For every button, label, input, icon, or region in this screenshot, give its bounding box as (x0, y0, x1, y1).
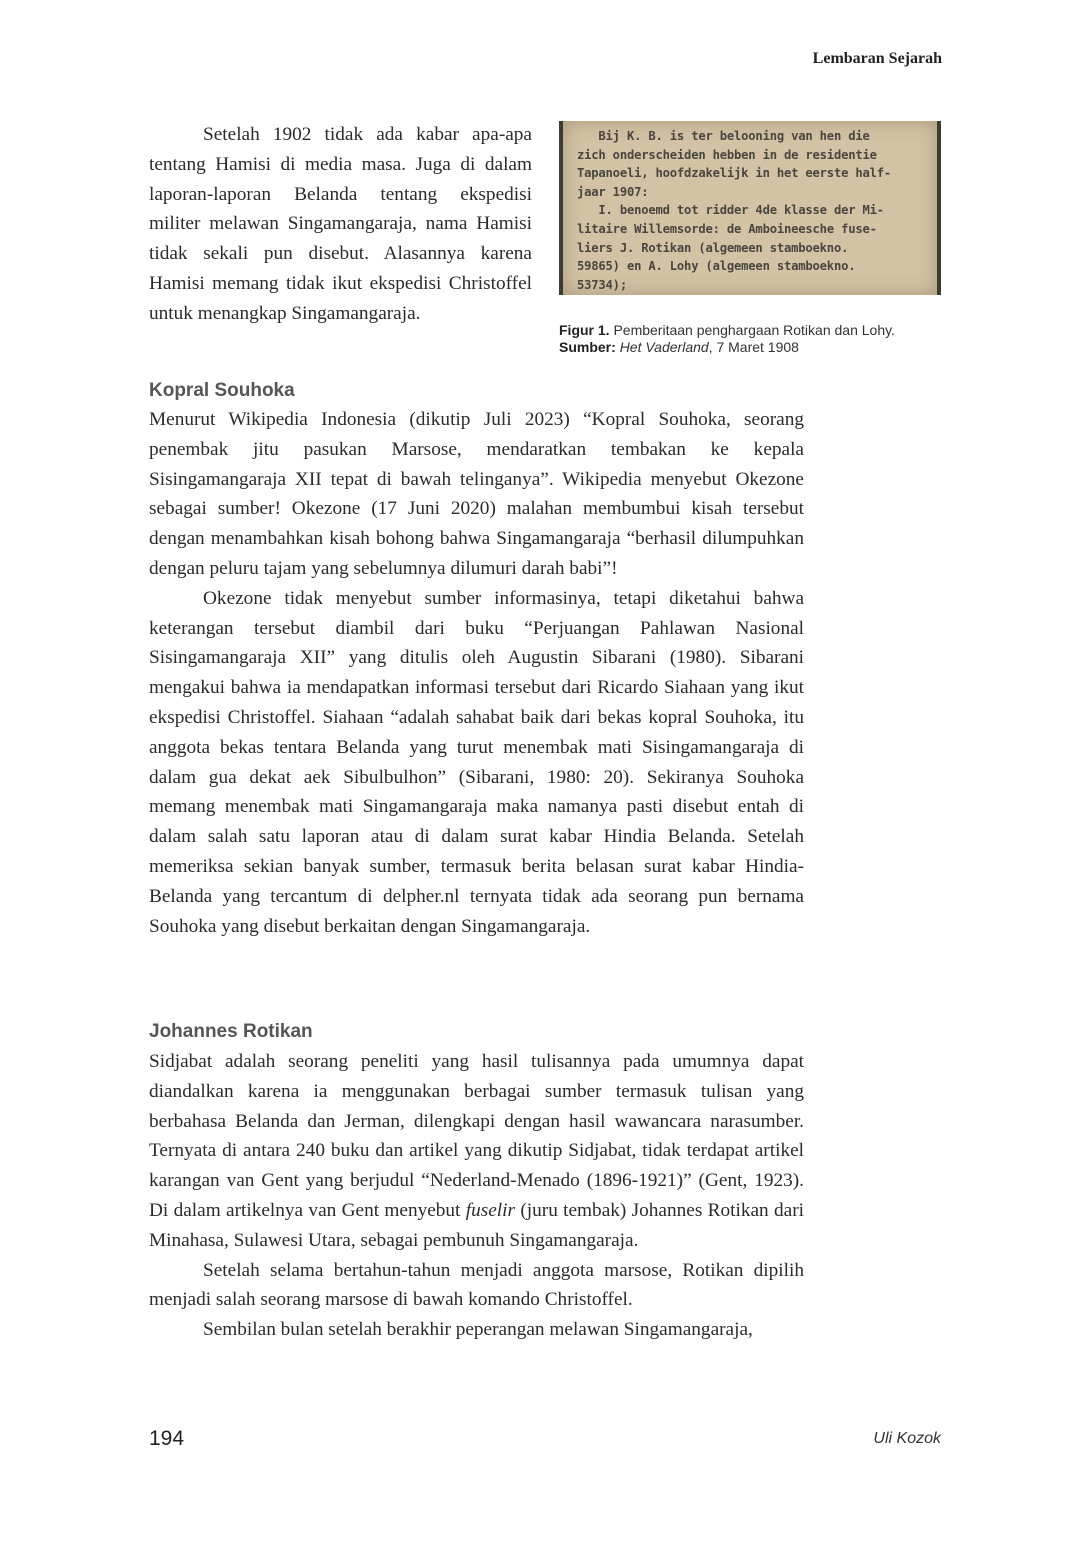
running-head-title: Lembaran Sejarah (812, 50, 942, 67)
paragraph: Okezone tidak menyebut sumber informasinya, tetapi diketahui bahwa keterangan tersebut diambil dari buku “Perjuangan Pahlawan Nasional Sisingamangaraja XII” yang ditulis oleh Augustin Sibarani (1980). Sibarani mengakui bahwa ia mendapatkan informasi tersebut dari Ricardo Siahaan yang ikut ekspedisi Christoffel. Siahaan “adalah sahabat baik dari bekas kopral Souhoka, itu anggota bekas tentara Belanda yang turut menembak mati Sisingamangaraja di dalam gua dekat aek Sibulbulhon” (Sibarani, 1980: 20). Sekiranya Souhoka memang menembak mati Singamangaraja maka namanya pasti disebut entah di dalam salah satu laporan atau di dalam surat kabar Hindia Belanda. Setelah memeriksa sekian banyak sumber, termasuk berita belasan surat kabar Hindia-Belanda yang tercantum di delpher.nl ternyata tidak ada seorang pun bernama Souhoka yang disebut berkaitan dengan Singamangaraja. (149, 587, 804, 937)
page-author: Uli Kozok (873, 1430, 941, 1447)
section-souhoka-body (149, 405, 804, 941)
clip-line: Bij K. B. is ter belooning van hen die (577, 129, 870, 143)
clip-line: Tapanoeli, hoofdzakelijk in het eerste half- (577, 166, 892, 181)
paragraph (149, 1047, 804, 1256)
source-label: Sumber: (559, 339, 616, 355)
intro-paragraph: Setelah 1902 tidak ada kabar apa-apa tentang Hamisi di media masa. Juga di dalam laporan-laporan Belanda tentang ekspedisi militer melawan Singamangaraja, nama Hamisi tidak sekali pun disebut. Alasannya karena Hamisi memang tidak ikut ekspedisi Christoffel untuk menangkap Singamangaraja. (149, 124, 532, 324)
newspaper-clipping-image (559, 121, 941, 295)
page-number: 194 (149, 1427, 185, 1450)
caption-label: Figur 1. (559, 322, 610, 338)
newspaper-clipping-text (577, 127, 923, 294)
paragraph: Sembilan bulan setelah berakhir peperangan melawan Singamangaraja, (203, 1319, 753, 1341)
paragraph-text: Sidjabat adalah seorang peneliti yang hasil tulisannya pada umumnya dapat diandalkan karena ia menggunakan berbagai sumber termasuk tulisan yang berbahasa Belanda dan Jerman, dilengkapi dengan hasil wawancara narasumber. Ternyata di antara 240 buku dan artikel yang dikutip Sidjabat, tidak terdapat artikel karangan van Gent yang berjudul “Nederland-Menado (1896-1921)” (Gent, 1923). Di dalam artikelnya van Gent menyebut (149, 1051, 804, 1221)
clip-line: jaar 1907: (577, 184, 649, 199)
clip-line: I. benoemd tot ridder 4de klasse der Mi- (577, 203, 884, 218)
clip-line: litaire Willemsorde: de Amboineesche fuse- (577, 221, 877, 236)
section-heading-souhoka: Kopral Souhoka (149, 380, 295, 401)
figure-caption (559, 322, 944, 356)
paragraph: Menurut Wikipedia Indonesia (dikutip Juli 2023) “Kopral Souhoka, seorang penembak jitu pasukan Marsose, mendaratkan tembakan ke kepala Sisingamangaraja XII tepat di bawah telinganya”. Wikipedia menyebut Okezone sebagai sumber! Okezone (17 Juni 2020) malahan membumbui kisah tersebut dengan menambahkan kisah bohong bahwa Singamangaraja “berhasil dilumpuhkan dengan peluru tajam yang sebelumnya dilumuri darah babi”! (149, 409, 804, 579)
source-date: , 7 Maret 1908 (708, 339, 799, 355)
section-heading-rotikan: Johannes Rotikan (149, 1021, 313, 1042)
paragraph: Setelah selama bertahun-tahun menjadi anggota marsose, Rotikan dipilih menjadi salah seorang marsose di bawah komando Christoffel. (149, 1259, 804, 1311)
clip-line: 59865) en A. Lohy (algemeen stamboekno. (577, 259, 856, 274)
source-title: Het Vaderland (619, 339, 709, 355)
section-rotikan-body (149, 1047, 804, 1345)
paragraph-text: (juru tembak) Johannes Rotikan dari Minahasa, Sulawesi Utara, sebagai pembunuh Singamangaraja. (149, 1199, 804, 1251)
italic-term: fuselir (465, 1199, 516, 1221)
clip-line: liers J. Rotikan (algemeen stamboekno. (577, 240, 849, 255)
clip-line: 53734); (577, 277, 627, 292)
clip-line: zich onderscheiden hebben in de residentie (577, 147, 877, 162)
caption-text: Pemberitaan penghargaan Rotikan dan Lohy. (609, 322, 895, 338)
